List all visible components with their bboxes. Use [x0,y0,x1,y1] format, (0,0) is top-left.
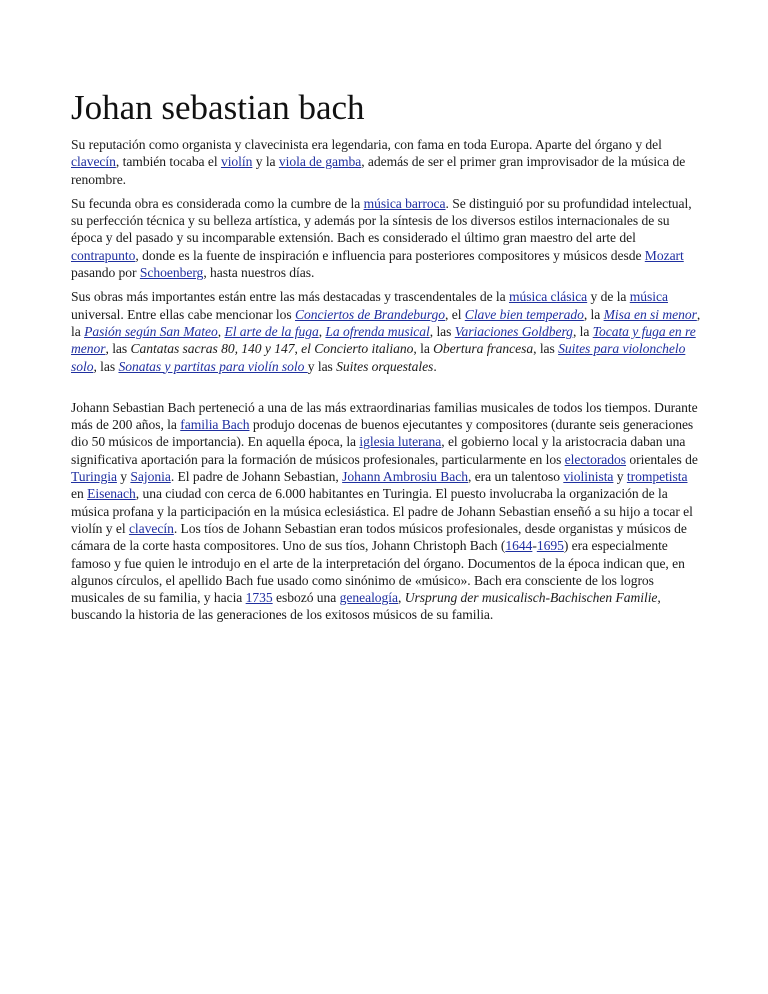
text-run: , también tocaba el [115,154,221,170]
link-electorados[interactable]: electorados [564,451,627,467]
paragraph-2 [71,195,701,281]
text-run: , [398,590,405,606]
text-run: Su reputación como organista y clavecinista era legendaria, con fama en toda Europa. Aparte del órgano y del [71,137,662,152]
link-italic-text: La ofrenda musical [325,323,430,339]
paragraph-1 [71,136,701,188]
text-run: produjo docenas de buenos ejecutantes y compositores (durante seis generaciones dio 50 músicos de importancia). En aquella época, la [71,417,694,450]
paragraph-3 [71,288,701,374]
text-run: , las [105,341,131,357]
text-run: , las [533,341,559,357]
text-run: pasando por [71,265,140,281]
text-run: y de la [587,289,630,305]
text-run: , hasta nuestros días. [203,265,315,281]
link-eisenach[interactable]: Eisenach [87,486,136,502]
italic-text: Obertura francesa [433,341,534,357]
italic-text: Suites orquestales [336,358,434,374]
text-run: , el gobierno local y la aristocracia daban una significativa aportación para la formación de músicos profesionales, particularmente en los [71,434,686,467]
text-run: . Los tíos de Johann Sebastian eran todos músicos profesionales, desde organistas y músicos de cámara de la corte hasta compositores. Uno de sus tíos, Johann Christoph Bach ( [71,520,687,554]
link-1735[interactable]: 1735 [245,590,273,606]
link-clave-bien-temperado[interactable] [465,307,584,322]
link-trompetista[interactable]: trompetista [626,469,688,485]
text-run: , [217,323,225,339]
link-contrapunto[interactable]: contrapunto [71,247,136,263]
link-italic-text: Conciertos de Brandeburgo [295,306,446,322]
paragraph-4 [71,399,701,624]
text-run: y las [307,358,337,374]
link-pasión-según-san-mateo[interactable] [84,324,218,339]
italic-text: Cantatas sacras 80, 140 y 147 [130,341,295,357]
link-viola-de-gamba[interactable]: viola de gamba [278,154,362,170]
link-turingia[interactable]: Turingia [71,469,117,485]
link-clavecín[interactable]: clavecín [71,154,116,170]
link-italic-text: Variaciones Goldberg [454,323,573,339]
link-música-clásica[interactable]: música clásica [508,289,588,305]
text-run: esbozó una [272,590,340,606]
text-run: Sus obras más importantes están entre las más destacadas y trascendentales de la [71,289,509,305]
link-italic-text: Sonatas y partitas para violín solo [118,358,308,374]
link-música-barroca[interactable]: música barroca [363,195,446,211]
text-run: , [294,341,302,357]
text-run: , [318,323,326,339]
text-run: , una ciudad con cerca de 6.000 habitantes en Turingia. El puesto involucraba la organización de la música profana y la participación en la música eclesiástica. El padre de Johann Sebastian enseñó a su hijo a tocar el violín y el [71,486,693,536]
text-run: y [116,469,131,485]
text-run: , buscando la historia de las generaciones de los exitosos músicos de su familia. [71,590,661,623]
link-italic-text: Misa en si menor [603,306,697,322]
link-1644[interactable]: 1644 [505,538,533,554]
text-run: . [433,358,437,374]
text-run: y la [252,154,279,170]
link-variaciones-goldberg[interactable] [455,324,573,339]
link-iglesia-luterana[interactable]: iglesia luterana [359,434,442,450]
link-la-ofrenda-musical[interactable] [325,324,429,339]
link-johann-ambrosiu-bach[interactable]: Johann Ambrosiu Bach [342,469,468,485]
text-run: , era un talentoso [468,469,564,485]
link-sonatas-y-partitas-para-violín-solo[interactable] [118,359,307,374]
text-run: , las [429,323,455,339]
link-mozart[interactable]: Mozart [644,247,684,263]
page-title: Johan sebastian bach [71,88,365,127]
text-run: , el [445,306,465,322]
text-run: Su fecunda obra es considerada como la cumbre de la [71,195,364,211]
link-familia-bach[interactable]: familia Bach [180,417,250,433]
link-genealogía[interactable]: genealogía [339,590,399,606]
document-page [71,88,701,631]
link-clavecín[interactable]: clavecín [128,520,174,536]
link-violín[interactable]: violín [220,154,253,170]
link-el-arte-de-la-fuga[interactable] [224,324,318,339]
text-run: y [613,469,627,485]
text-run: . Se distinguió por su profundidad intelectual, su perfección técnica y su belleza artística, y además por la síntesis de los diversos estilos internacionales de su época y del pasado y su incomparable extensión. Bach es considerado el último gran maestro del arte del [71,195,692,246]
link-conciertos-de-brandeburgo[interactable] [295,307,445,322]
text-run: , la [583,306,604,322]
link-música[interactable]: música [629,289,668,305]
link-italic-text: Suites para violonchelo solo [71,341,686,374]
text-run: universal. Entre ellas cabe mencionar los [71,306,295,322]
link-1695[interactable]: 1695 [536,538,564,554]
text-run: en [71,486,88,502]
text-run: , la [71,306,701,339]
text-run: ) era especialmente famoso y fue quien le introdujo en el arte de la interpretación del órgano. Documentos de la época indican que, en algunos círculos, el apellido Bach fue usado como sinónimo de «músico». Bach era consciente de los logros musicales de su familia, y hacia [71,538,685,606]
text-run: , donde es la fuente de inspiración e influencia para posteriores compositores y músicos desde [135,247,645,263]
text-run: , la [572,323,593,339]
text-run: , las [93,358,119,374]
link-sajonia[interactable]: Sajonia [130,469,171,485]
link-italic-text: Tocata y fuga en re menor [71,323,696,357]
link-italic-text: El arte de la fuga [224,323,319,339]
link-violinista[interactable]: violinista [563,469,614,485]
text-run: . El padre de Johann Sebastian, [170,469,343,485]
link-misa-en-si-menor[interactable] [604,307,697,322]
link-italic-text: Clave bien temperado [464,306,584,322]
link-italic-text: Pasión según San Mateo [84,323,218,339]
italic-text: el Concierto italiano [301,341,414,357]
text-run: Johann Sebastian Bach perteneció a una de las más extraordinarias familias musicales de todos los tiempos. Durante más de 200 años, la [71,399,698,433]
link-schoenberg[interactable]: Schoenberg [139,265,204,281]
italic-text: Ursprung der musicalisch-Bachischen Familie [404,590,658,606]
text-run: , además de ser el primer gran improvisador de la música de renombre. [71,154,686,187]
text-run: - [532,538,537,554]
text-run: orientales de [626,451,698,467]
text-run: , la [413,341,434,357]
